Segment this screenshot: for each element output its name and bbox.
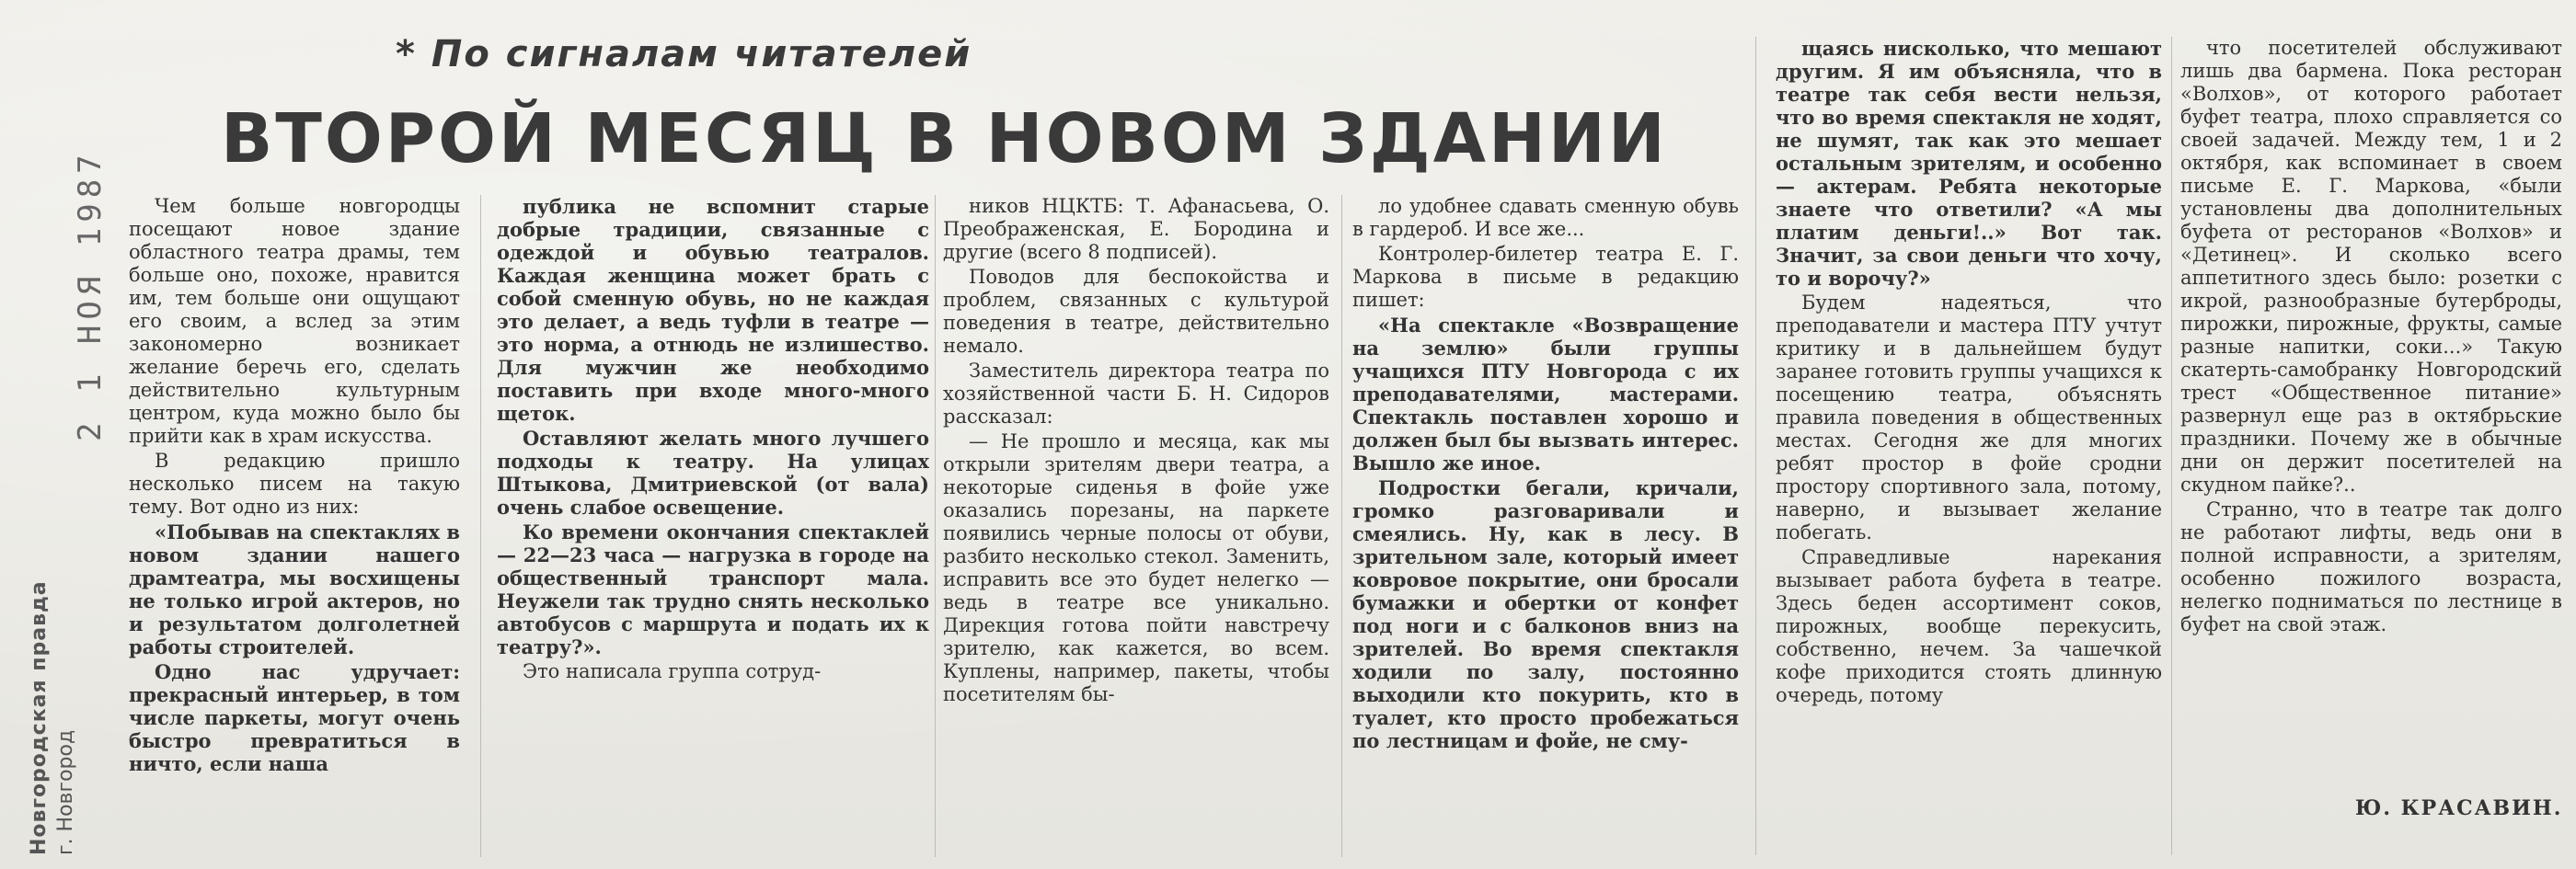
article-column-3 — [943, 195, 1329, 866]
paragraph: Ко времени окончания спектаклей — 22—23 часа — нагрузка в городе на общественный транспорт мала. Неужели так трудно снять несколько автобусов с маршрута и подать их к театру?». — [497, 520, 929, 658]
paragraph: Это написала группа сотруд- — [523, 660, 822, 682]
author-signature: Ю. КРАСАВИН. — [2355, 796, 2563, 820]
paragraph: Одно нас удручает: прекрасный интерьер, в том числе паркеты, могут очень быстро превратиться в ничто, если наша — [129, 660, 460, 775]
paragraph: Заместитель директора театра по хозяйственной части Б. Н. Сидоров рассказал: — [943, 360, 1329, 428]
article-column-5 — [1776, 37, 2162, 864]
rubric-heading: * По сигналам читателей — [396, 33, 972, 75]
article-column-6 — [2180, 37, 2562, 864]
paragraph: «Побывав на спектаклях в новом здании нашего драмтеатра, мы восхищены не только игрой актеров, но и результатом долголетней работы строителей. — [129, 520, 460, 658]
paragraph: «На спектакле «Возвращение на землю» были группы учащихся ПТУ Новгорода с их преподавателями, мастерами. Спектакль поставлен хорошо и должен был бы вызвать интерес. Вышло же иное. — [1352, 314, 1739, 475]
paragraph: Странно, что в театре так долго не работают лифты, ведь они в полной исправности, а зрителям, особенно пожилого возраста, нелегко подниматься по лестнице в буфет на свой этаж. — [2180, 498, 2562, 635]
paragraph: В редакцию пришло несколько писем на такую тему. Вот одно из них: — [129, 450, 460, 518]
paragraph: — Не прошло и месяца, как мы открыли зрителям двери театра, а некоторые сиденья в фойе уже оказались порезаны, на паркете появились черные полосы от обуви, разбито несколько стекол. Заменить, исправить все это будет нелегко — ведь в театре все уникально. Дирекция готова пойти навстречу зрителю, как кажется, во всем. Куплены, например, пакеты, чтобы посетителям бы- — [943, 430, 1329, 705]
paragraph: Подростки бегали, кричали, громко разговаривали и смеялись. Ну, как в лесу. В зрительном зале, который имеет ковровое покрытие, они бросали бумажки и обертки от конфет под ноги и с балконов вниз на зрителей. Во время спектакля ходили по залу, постоянно выходили кто покурить, кто в туалет, кто просто пробежаться по лестницам и фойе, не сму- — [1352, 476, 1739, 752]
paragraph: Справедливые нарекания вызывает работа буфета в театре. Здесь беден ассортимент соков, пирожных, вообще перекусить, собственно, нечем. За чашечкой кофе приходится стоять длинную очередь, потому — [1776, 546, 2162, 706]
newspaper-name: Новгородская правда — [28, 580, 51, 855]
newspaper-masthead-stamp — [28, 580, 77, 855]
paragraph: публика не вспомнит старые добрые традиции, связанные с одеждой и обувью театралов. Каждая женщина может брать с собой сменную обувь, но не каждая это делает, а ведь туфли в театре — это норма, а отнюдь не излишество. Для мужчин же необходимо поставить при входе много-много щеток. — [497, 195, 929, 425]
paragraph: ников НЦКТБ: Т. Афанасьева, О. Преображенская, Е. Бородина и другие (всего 8 подписей). — [943, 195, 1329, 263]
article-column-2 — [497, 195, 929, 866]
column-divider — [935, 195, 936, 857]
article-column-4 — [1352, 195, 1739, 866]
paragraph: Контролер-билетер театра Е. Г. Маркова в письме в редакцию пишет: — [1352, 243, 1739, 311]
paragraph: Поводов для беспокойства и проблем, связанных с культурой поведения в театре, действительно немало. — [943, 266, 1329, 357]
paragraph: ло удобнее сдавать сменную обувь в гардероб. И все же... — [1352, 195, 1739, 240]
column-divider — [2171, 37, 2172, 855]
paragraph: щаясь нисколько, что мешают другим. Я им объясняла, что в театре так себя вести нельзя, что во время спектакля не ходят, не шумят, так как это мешает остальным зрителям, и особенно — актерам. Ребята некоторые знаете что ответили? «А мы платим деньги!..» Вот так. Значит, за свои деньги что хочу, то и ворочу?» — [1776, 37, 2162, 290]
newspaper-city: г. Новгород — [54, 729, 77, 855]
paragraph: Чем больше новгородцы посещают новое здание областного театра драмы, тем больше оно, похоже, нравится им, тем больше они ощущают его своим, а вслед за этим закономерно возникает желание беречь его, сделать действительно культурным центром, куда можно было бы прийти как в храм искусства. — [129, 195, 460, 447]
column-divider — [1341, 195, 1342, 857]
paragraph: Оставляют желать много лучшего подходы к театру. На улицах Штыкова, Дмитриевской (от вала) очень слабое освещение. — [497, 427, 929, 519]
date-stamp: 2 1 НОЯ 1987 — [72, 149, 109, 441]
column-divider — [480, 195, 481, 857]
paragraph: Будем надеяться, что преподаватели и мастера ПТУ учтут критику и в дальнейшем будут заранее готовить группы учащихся к посещению театра, объяснять правила поведения в общественных местах. Сегодня же для многих ребят простор в фойе сродни простору спортивного зала, потому, наверно, и вызывает желание побегать. — [1776, 292, 2162, 543]
article-headline: ВТОРОЙ МЕСЯЦ В НОВОМ ЗДАНИИ — [221, 99, 1668, 178]
paragraph: что посетителей обслуживают лишь два бармена. Пока ресторан «Волхов», от которого работает буфет театра, плохо справляется со своей задачей. Между тем, 1 и 2 октября, как вспоминает в своем письме Е. Г. Маркова, «были установлены два дополнительных буфета от ресторанов «Волхов» и «Детинец». И сколько всего аппетитного здесь было: розетки с икрой, разнообразные бутерброды, пирожки, пирожные, фрукты, самые разные напитки, соки...» Такую скатерть-самобранку Новгородский трест «Общественное питание» развернул еще раз в октябрьские праздники. Почему же в обычные дни он держит посетителей на скудном пайке?.. — [2180, 37, 2562, 496]
article-column-1 — [129, 195, 460, 866]
column-divider — [1755, 37, 1756, 855]
